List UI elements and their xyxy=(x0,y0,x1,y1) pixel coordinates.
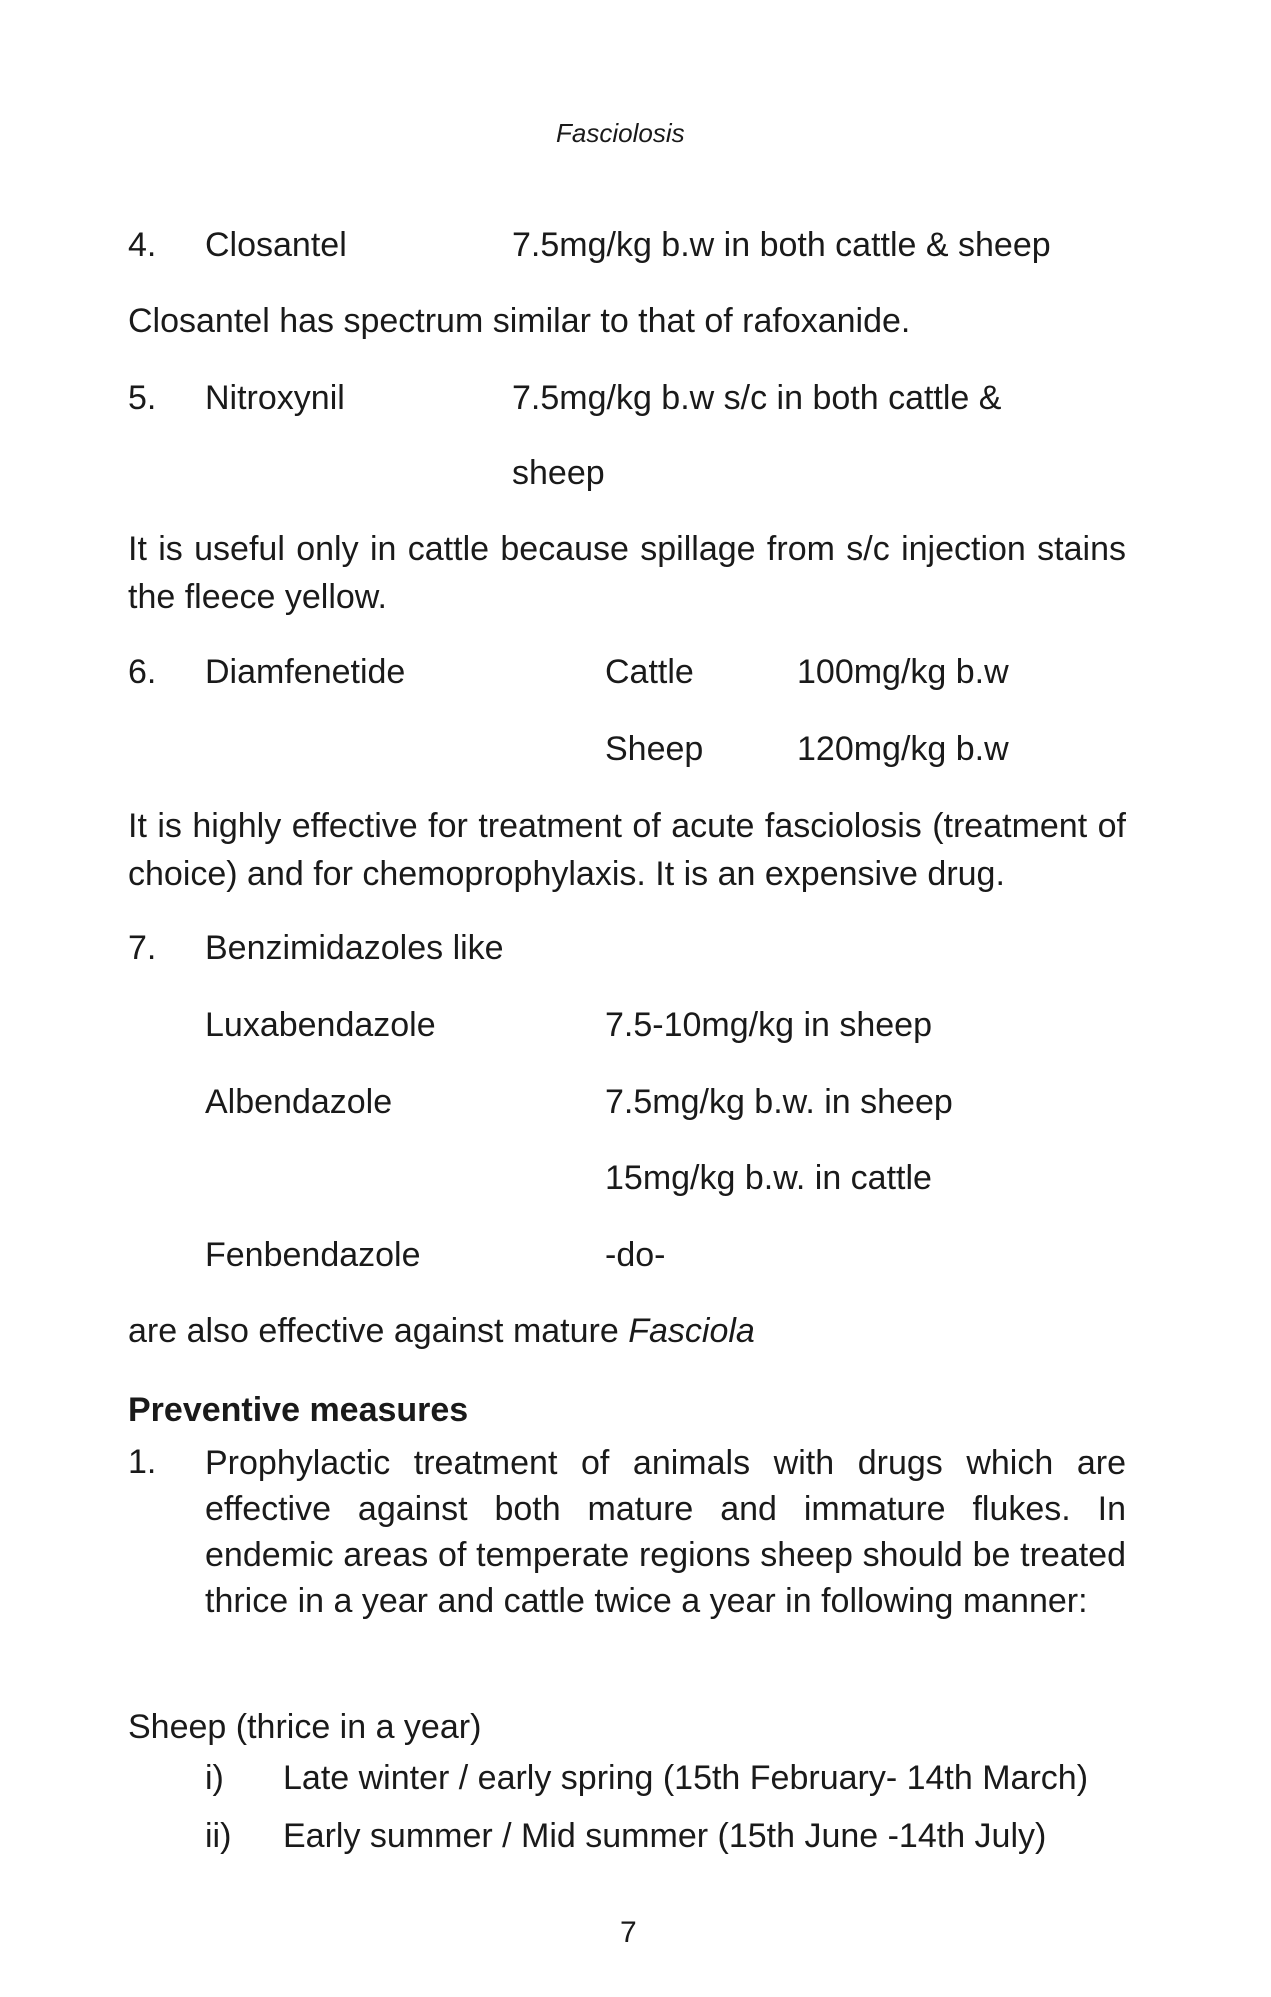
drug-number: 7. xyxy=(128,929,157,967)
schedule-num: i) xyxy=(205,1759,224,1797)
benz-name: Albendazole xyxy=(205,1083,393,1121)
benz-name: Fenbendazole xyxy=(205,1236,421,1274)
drug-number: 5. xyxy=(128,379,157,417)
species-dose: 100mg/kg b.w xyxy=(797,653,1009,691)
list-number: 1. xyxy=(128,1443,157,1481)
schedule-text: Late winter / early spring (15th February- 14th March) xyxy=(283,1759,1089,1797)
species-label: Sheep xyxy=(605,730,704,768)
drug-number: 4. xyxy=(128,226,157,264)
benz-dose: 7.5-10mg/kg in sheep xyxy=(605,1006,932,1044)
benz-footer-text: are also effective against mature xyxy=(128,1312,629,1350)
drug-name: Nitroxynil xyxy=(205,379,345,417)
note-diamfenetide: It is highly effective for treatment of acute fasciolosis (treatment of choice) and for chemoprophylaxis. It is an expensive drug. xyxy=(128,807,1126,893)
species-dose: 120mg/kg b.w xyxy=(797,730,1009,768)
benz-dose: 15mg/kg b.w. in cattle xyxy=(605,1159,932,1197)
note-nitroxynil: It is useful only in cattle because spillage from s/c injection stains the fleece yellow. xyxy=(128,530,1126,616)
page-number: 7 xyxy=(620,1916,637,1949)
benz-footer xyxy=(128,1311,755,1352)
page-header: Fasciolosis xyxy=(556,118,685,148)
drug-dose: 7.5mg/kg b.w in both cattle & sheep xyxy=(512,226,1051,264)
drug-dose: 7.5mg/kg b.w s/c in both cattle & xyxy=(512,379,1002,417)
sheep-heading: Sheep (thrice in a year) xyxy=(128,1708,482,1746)
schedule-num: ii) xyxy=(205,1817,232,1855)
drug-name: Benzimidazoles like xyxy=(205,929,504,967)
benz-name: Luxabendazole xyxy=(205,1006,436,1044)
section-heading: Preventive measures xyxy=(128,1391,469,1429)
species-label: Cattle xyxy=(605,653,694,691)
benz-dose: -do- xyxy=(605,1236,666,1274)
drug-dose-cont: sheep xyxy=(512,454,605,492)
drug-name: Closantel xyxy=(205,226,347,264)
genus-name: Fasciola xyxy=(628,1312,755,1350)
drug-name: Diamfenetide xyxy=(205,653,406,691)
benz-dose: 7.5mg/kg b.w. in sheep xyxy=(605,1083,953,1121)
note-closantel: Closantel has spectrum similar to that of rafoxanide. xyxy=(128,302,911,340)
preventive-item-text: Prophylactic treatment of animals with drugs which are effective against both mature and immature flukes. In endemic areas of temperate regions sheep should be treated thrice in a year and cattle twice a year in following manner: xyxy=(205,1444,1126,1620)
schedule-text: Early summer / Mid summer (15th June -14th July) xyxy=(283,1817,1047,1855)
drug-number: 6. xyxy=(128,653,157,691)
